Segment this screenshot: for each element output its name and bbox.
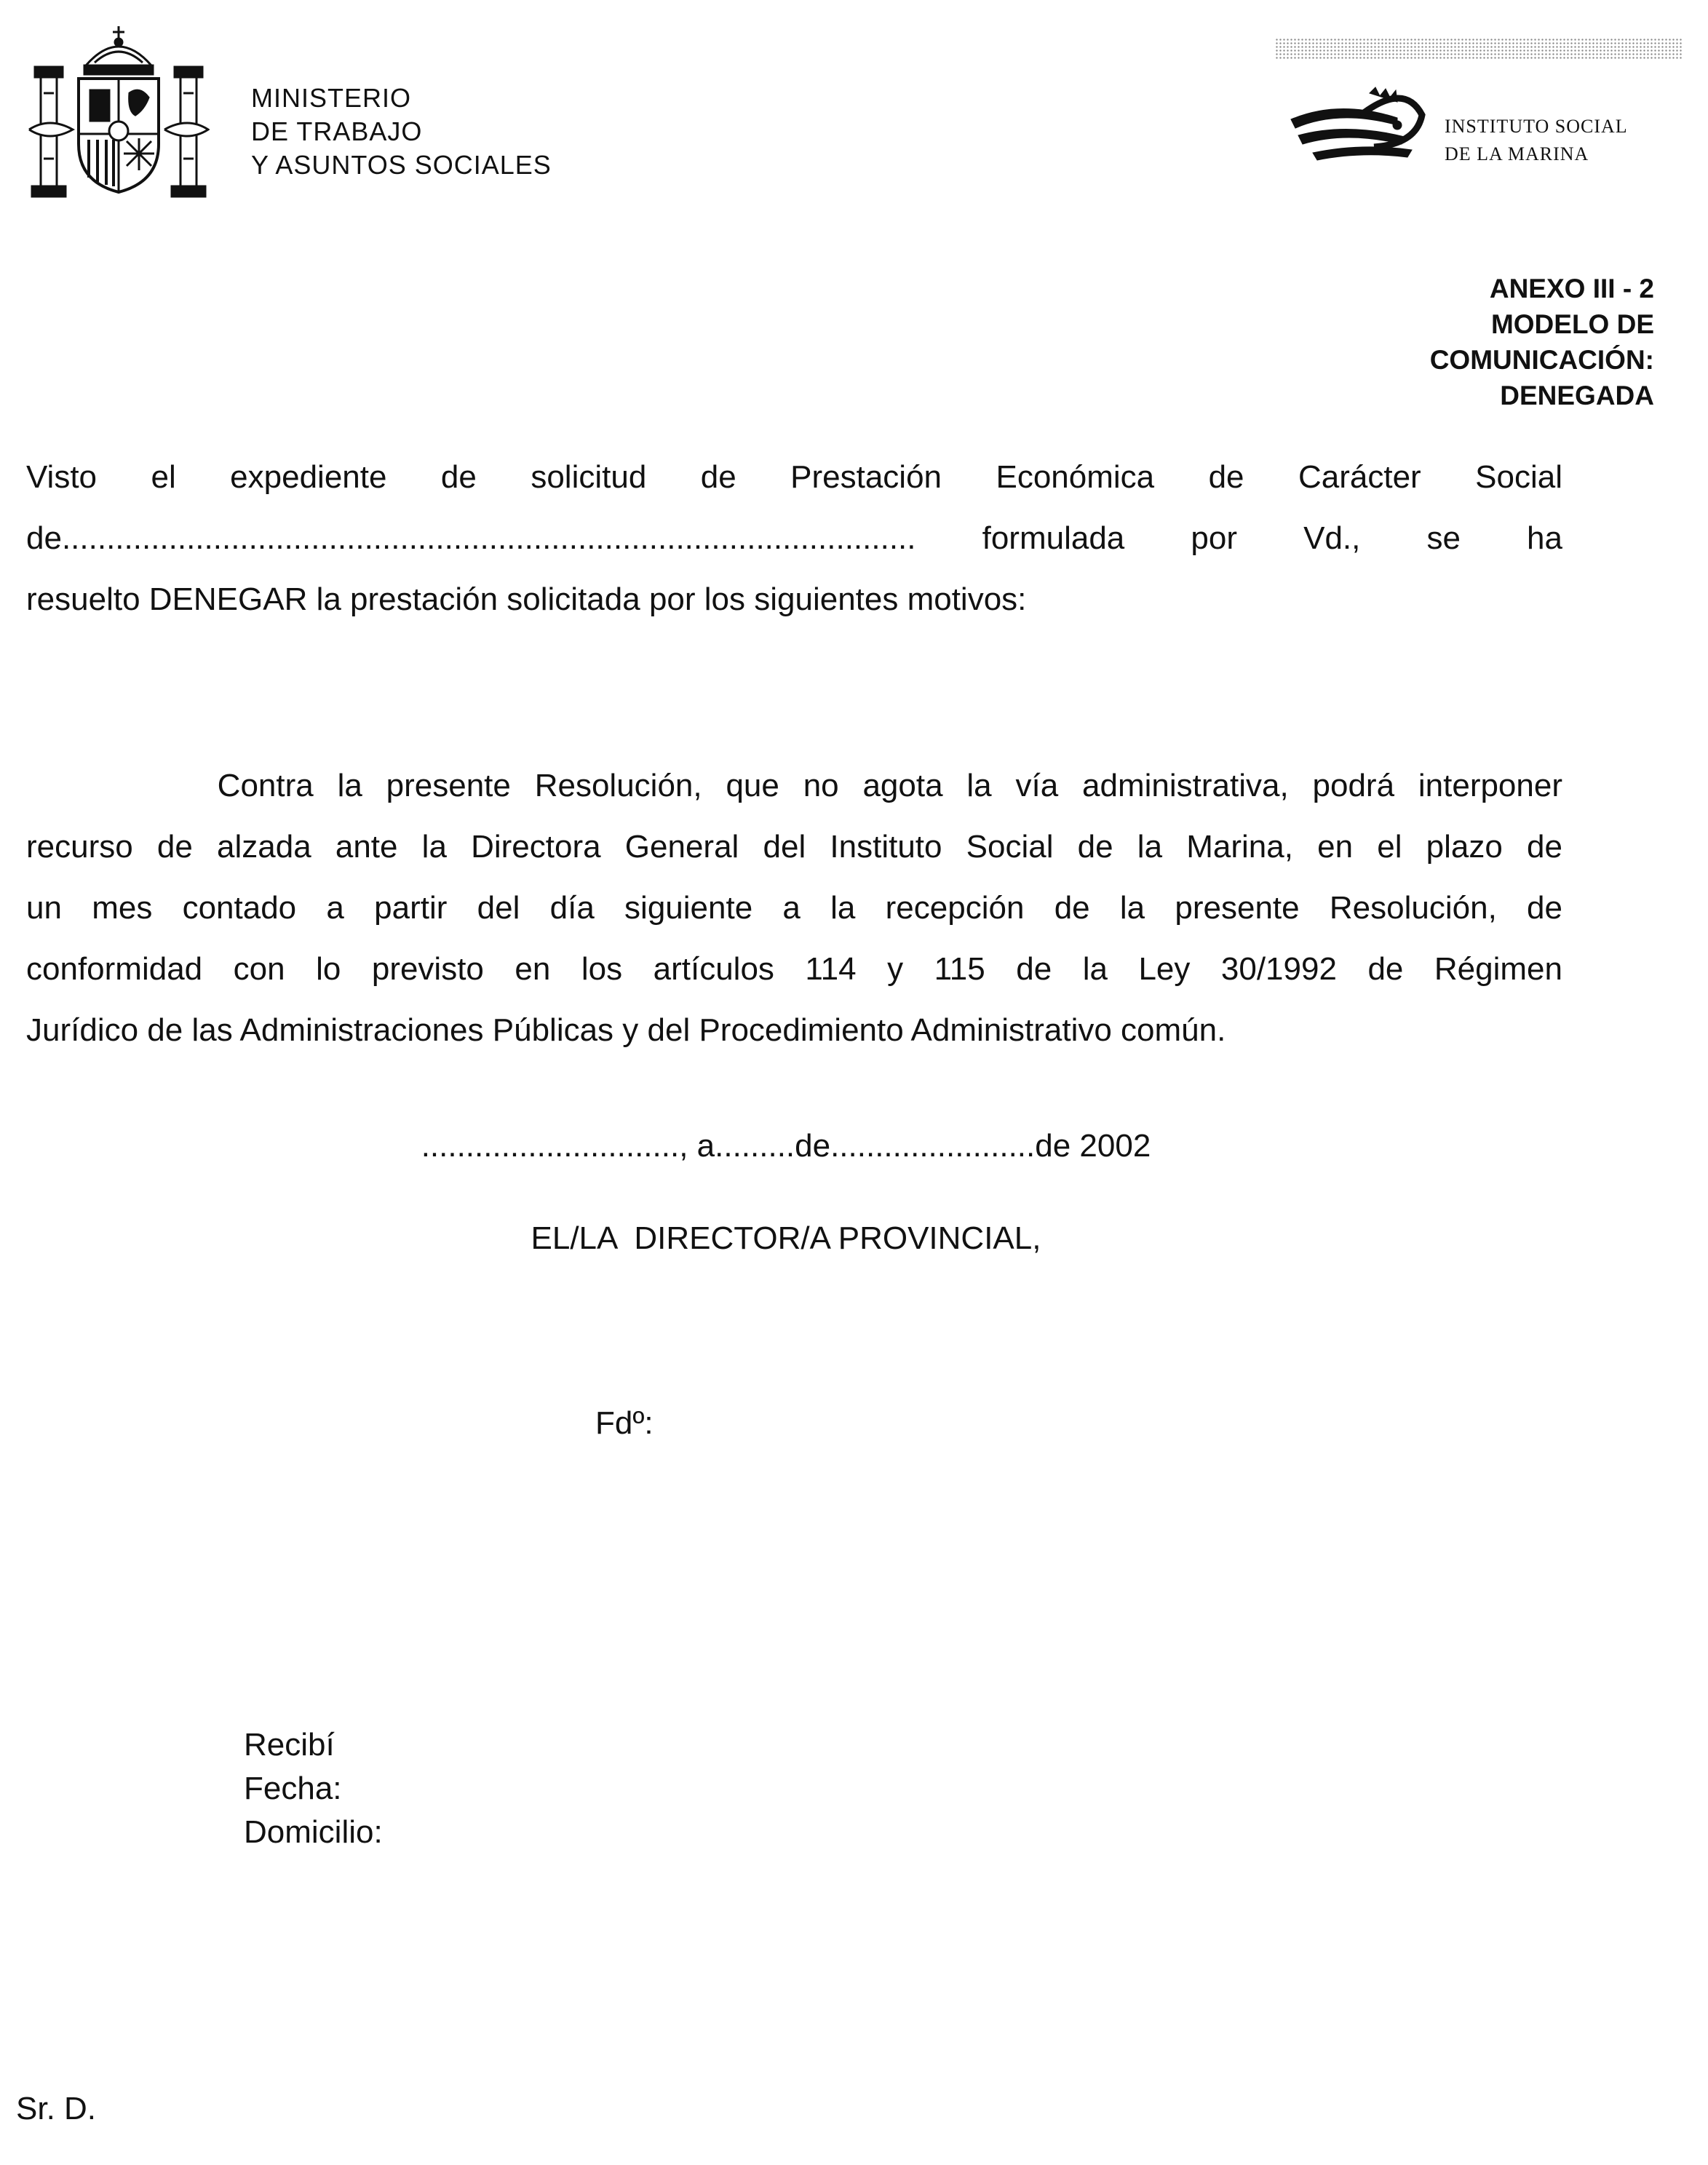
annex-title-line: ANEXO III - 2: [1489, 274, 1654, 303]
receipt-block: [244, 1723, 383, 1854]
ministry-name-line: MINISTERIO: [251, 83, 412, 113]
paragraph-line: de................................................................................................ formulada por Vd., se ha: [26, 520, 1562, 556]
ministry-name-line: DE TRABAJO: [251, 116, 423, 146]
paragraph-line: conformidad con lo previsto en los artículos 114 y 115 de la Ley 30/1992 de Régimen: [26, 951, 1562, 987]
coat-of-arms-logo: [28, 20, 210, 211]
receipt-label: Recibí: [244, 1727, 335, 1763]
paragraph-line: resuelto DENEGAR la prestación solicitada por los siguientes motivos:: [26, 581, 1027, 617]
paragraph-line: un mes contado a partir del día siguiente a la recepción de la presente Resolución, de: [26, 890, 1562, 926]
institute-name-line: DE LA MARINA: [1445, 143, 1589, 164]
annex-title-line: COMUNICACIÓN:: [1429, 345, 1654, 375]
decorative-dotted-bar: [1275, 38, 1683, 60]
receipt-address-label: Domicilio:: [244, 1814, 383, 1850]
annex-title-line: DENEGADA: [1500, 381, 1654, 410]
paragraph-line: Visto el expediente de solicitud de Prestación Económica de Carácter Social: [26, 459, 1562, 495]
paragraph-line: Contra la presente Resolución, que no agota la vía administrativa, podrá interponer: [26, 768, 1562, 803]
paragraph-line: Jurídico de las Administraciones Públicas y del Procedimiento Administrativo común.: [26, 1012, 1226, 1048]
ministry-name: [251, 82, 552, 182]
date-line: ............................., a.........de.......................de 2002: [421, 1128, 1151, 1164]
director-title: EL/LA DIRECTOR/A PROVINCIAL,: [531, 1220, 1041, 1256]
signed-label: Fdº:: [595, 1405, 654, 1441]
ministry-name-line: Y ASUNTOS SOCIALES: [251, 150, 552, 180]
institute-name-line: INSTITUTO SOCIAL: [1445, 116, 1628, 137]
appeal-paragraph: [26, 755, 1562, 1061]
fish-logo-icon: [1288, 86, 1426, 167]
annex-title: [1430, 271, 1654, 413]
paragraph-line: recurso de alzada ante la Directora General del Instituto Social de la Marina, en el plazo de: [26, 829, 1562, 865]
annex-title-line: MODELO DE: [1490, 309, 1654, 339]
request-paragraph: [26, 447, 1562, 630]
institute-name: [1445, 113, 1628, 168]
receipt-date-label: Fecha:: [244, 1771, 342, 1806]
addressee-label: Sr. D.: [16, 2091, 97, 2126]
